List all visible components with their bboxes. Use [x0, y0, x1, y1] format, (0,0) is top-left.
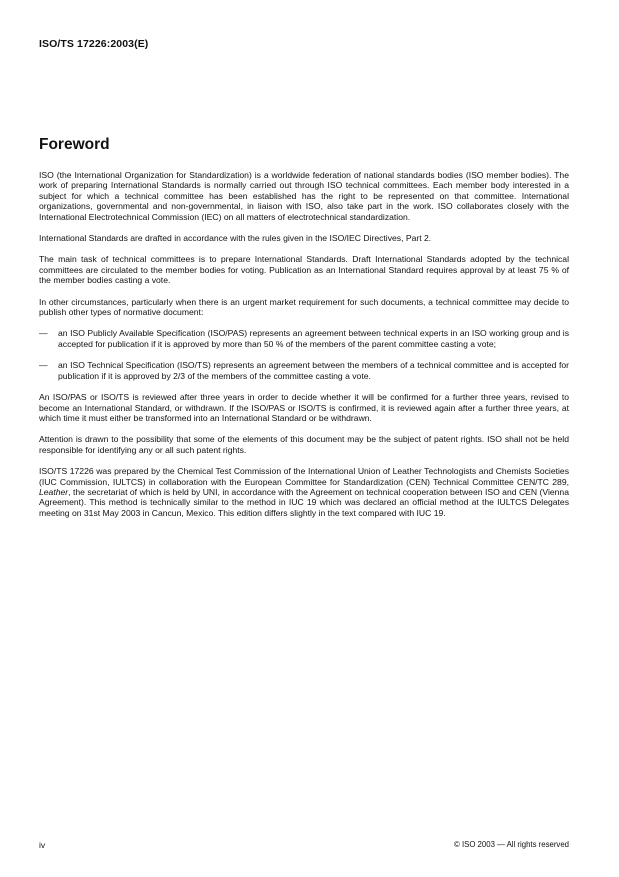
paragraph-preparation — [39, 466, 569, 518]
committee-name-italic: Leather — [39, 486, 69, 497]
foreword-section — [39, 136, 569, 529]
paragraph-directives: International Standards are drafted in accordance with the rules given in the ISO/IEC Directives, Part 2. — [39, 233, 432, 244]
document-id-header: ISO/TS 17226:2003(E) — [39, 38, 149, 50]
paragraph-main-task: The main task of technical committees is to prepare International Standards. Draft International Standards adopted by the technical committees are circulated to the member bodies for voting. Publication as an International Standard requires approval by at least 75 % of the member bodies casting a vote. — [39, 254, 569, 286]
paragraph-patent: Attention is drawn to the possibility that some of the elements of this document may be the subject of patent rights. ISO shall not be held responsible for identifying any or all such patent rights. — [39, 434, 569, 455]
preparation-text-start: ISO/TS 17226 was prepared by the Chemical Test Commission of the International Union of Leather Technologists and Chemists Societies (IUC Commission, IULTCS) in collaboration with the European Committee for Standardization (CEN) Technical Committee CEN/TC 289, — [39, 466, 569, 487]
list-item-pas — [39, 328, 569, 349]
paragraph-iso-intro: ISO (the International Organization for Standardization) is a worldwide federation of national standards bodies (ISO member bodies). The work of preparing International Standards is normally carried out through ISO technical committees. Each member body interested in a subject for which a technical committee has been established has the right to be represented on that committee. International organizations, governmental and non-governmental, in liaison with ISO, also take part in the work. ISO collaborates closely with the International Electrotechnical Commission (IEC) on all matters of electrotechnical standardization. — [39, 170, 569, 222]
copyright-notice: © ISO 2003 — All rights reserved — [454, 840, 569, 849]
list-item-pas-text: an ISO Publicly Available Specification (ISO/PAS) represents an agreement between technical experts in an ISO working group and is accepted for publication if it is approved by more than 50 % of the members of the parent committee casting a vote; — [58, 328, 569, 349]
page-number: iv — [39, 840, 46, 850]
list-item-ts — [39, 360, 569, 381]
paragraph-review: An ISO/PAS or ISO/TS is reviewed after three years in order to decide whether it will be confirmed for a further three years, revised to become an International Standard, or withdrawn. If the ISO/PAS or ISO/TS is confirmed, it is reviewed again after a further three years, at which time it must either be transformed into an International Standard or be withdrawn. — [39, 392, 569, 423]
page-title: Foreword — [39, 136, 110, 153]
dash-bullet: — — [39, 360, 48, 371]
dash-bullet: — — [39, 328, 48, 339]
paragraph-other-circumstances: In other circumstances, particularly when there is an urgent market requirement for such documents, a technical committee may decide to publish other types of normative document: — [39, 296, 569, 318]
list-item-ts-text: an ISO Technical Specification (ISO/TS) represents an agreement between the members of a technical committee and is accepted for publication if it is approved by 2/3 of the members of the committee casting a vote. — [58, 360, 569, 381]
preparation-text-end: , the secretariat of which is held by UNI, in accordance with the Agreement on technical cooperation between ISO and CEN (Vienna Agreement). This method is technically similar to the method in IUC 19 which was declared an official method at the IULTCS Delegates meeting on 31st May 2003 in Cancun, Mexico. This edition differs slightly in the text compared with IUC 19. — [39, 486, 569, 518]
